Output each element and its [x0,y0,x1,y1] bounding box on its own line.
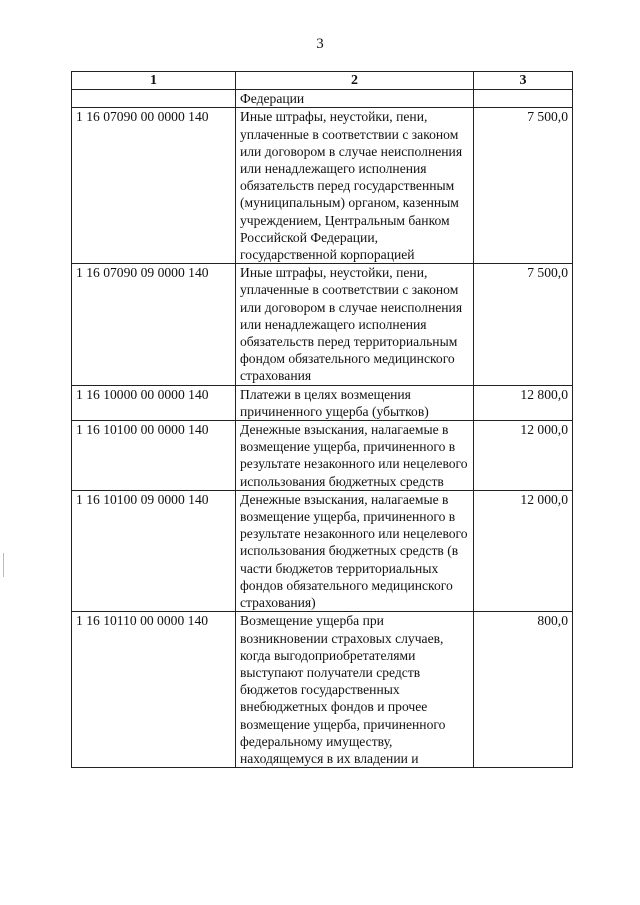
table-row [72,421,573,491]
budget-table [71,71,573,768]
row-name: Иные штрафы, неустойки, пени, уплаченные в соответствии с законом или договором в случае неисполнения или ненадлежащего исполнения обязательств перед государственным (муниципальным) органом, казенным учреждением, Центральным банком Российской Федерации, государственной корпорацией [236,108,474,264]
row-code: 1 16 10110 00 0000 140 [72,612,236,768]
row-name: Федерации [236,90,474,108]
table-row [72,108,573,264]
row-amount [474,90,573,108]
row-code: 1 16 07090 00 0000 140 [72,108,236,264]
header-col-3: 3 [474,72,573,90]
row-amount: 12 000,0 [474,421,573,491]
header-col-1: 1 [72,72,236,90]
row-code [72,90,236,108]
row-name: Иные штрафы, неустойки, пени, уплаченные в соответствии с законом или договором в случае неисполнения или ненадлежащего исполнения обязательств перед территориальным фондом обязательного медицинского страхования [236,264,474,385]
scan-margin-mark [3,553,4,577]
table-row [72,612,573,768]
row-amount: 12 000,0 [474,490,573,611]
row-amount: 800,0 [474,612,573,768]
row-name: Возмещение ущерба при возникновении страховых случаев, когда выгодоприобретателями выступают получатели средств бюджетов государственных внебюджетных фондов и прочее возмещение ущерба, причиненного федеральному имуществу, находящемуся в их владении и [236,612,474,768]
table-row [72,264,573,385]
row-name: Денежные взыскания, налагаемые в возмещение ущерба, причиненного в результате незаконного или нецелевого использования бюджетных средств (в части бюджетов территориальных фондов обязательного медицинского страхования) [236,490,474,611]
header-col-2: 2 [236,72,474,90]
row-amount: 12 800,0 [474,385,573,420]
row-code: 1 16 10100 09 0000 140 [72,490,236,611]
row-code: 1 16 07090 09 0000 140 [72,264,236,385]
row-name: Денежные взыскания, налагаемые в возмещение ущерба, причиненного в результате незаконного или нецелевого использования бюджетных средств [236,421,474,491]
page-number: 3 [316,36,324,52]
row-amount: 7 500,0 [474,264,573,385]
table-row [72,490,573,611]
row-name: Платежи в целях возмещения причиненного ущерба (убытков) [236,385,474,420]
table-row [72,385,573,420]
table-row [72,90,573,108]
row-code: 1 16 10100 00 0000 140 [72,421,236,491]
row-amount: 7 500,0 [474,108,573,264]
row-code: 1 16 10000 00 0000 140 [72,385,236,420]
table-header-row [72,72,573,90]
